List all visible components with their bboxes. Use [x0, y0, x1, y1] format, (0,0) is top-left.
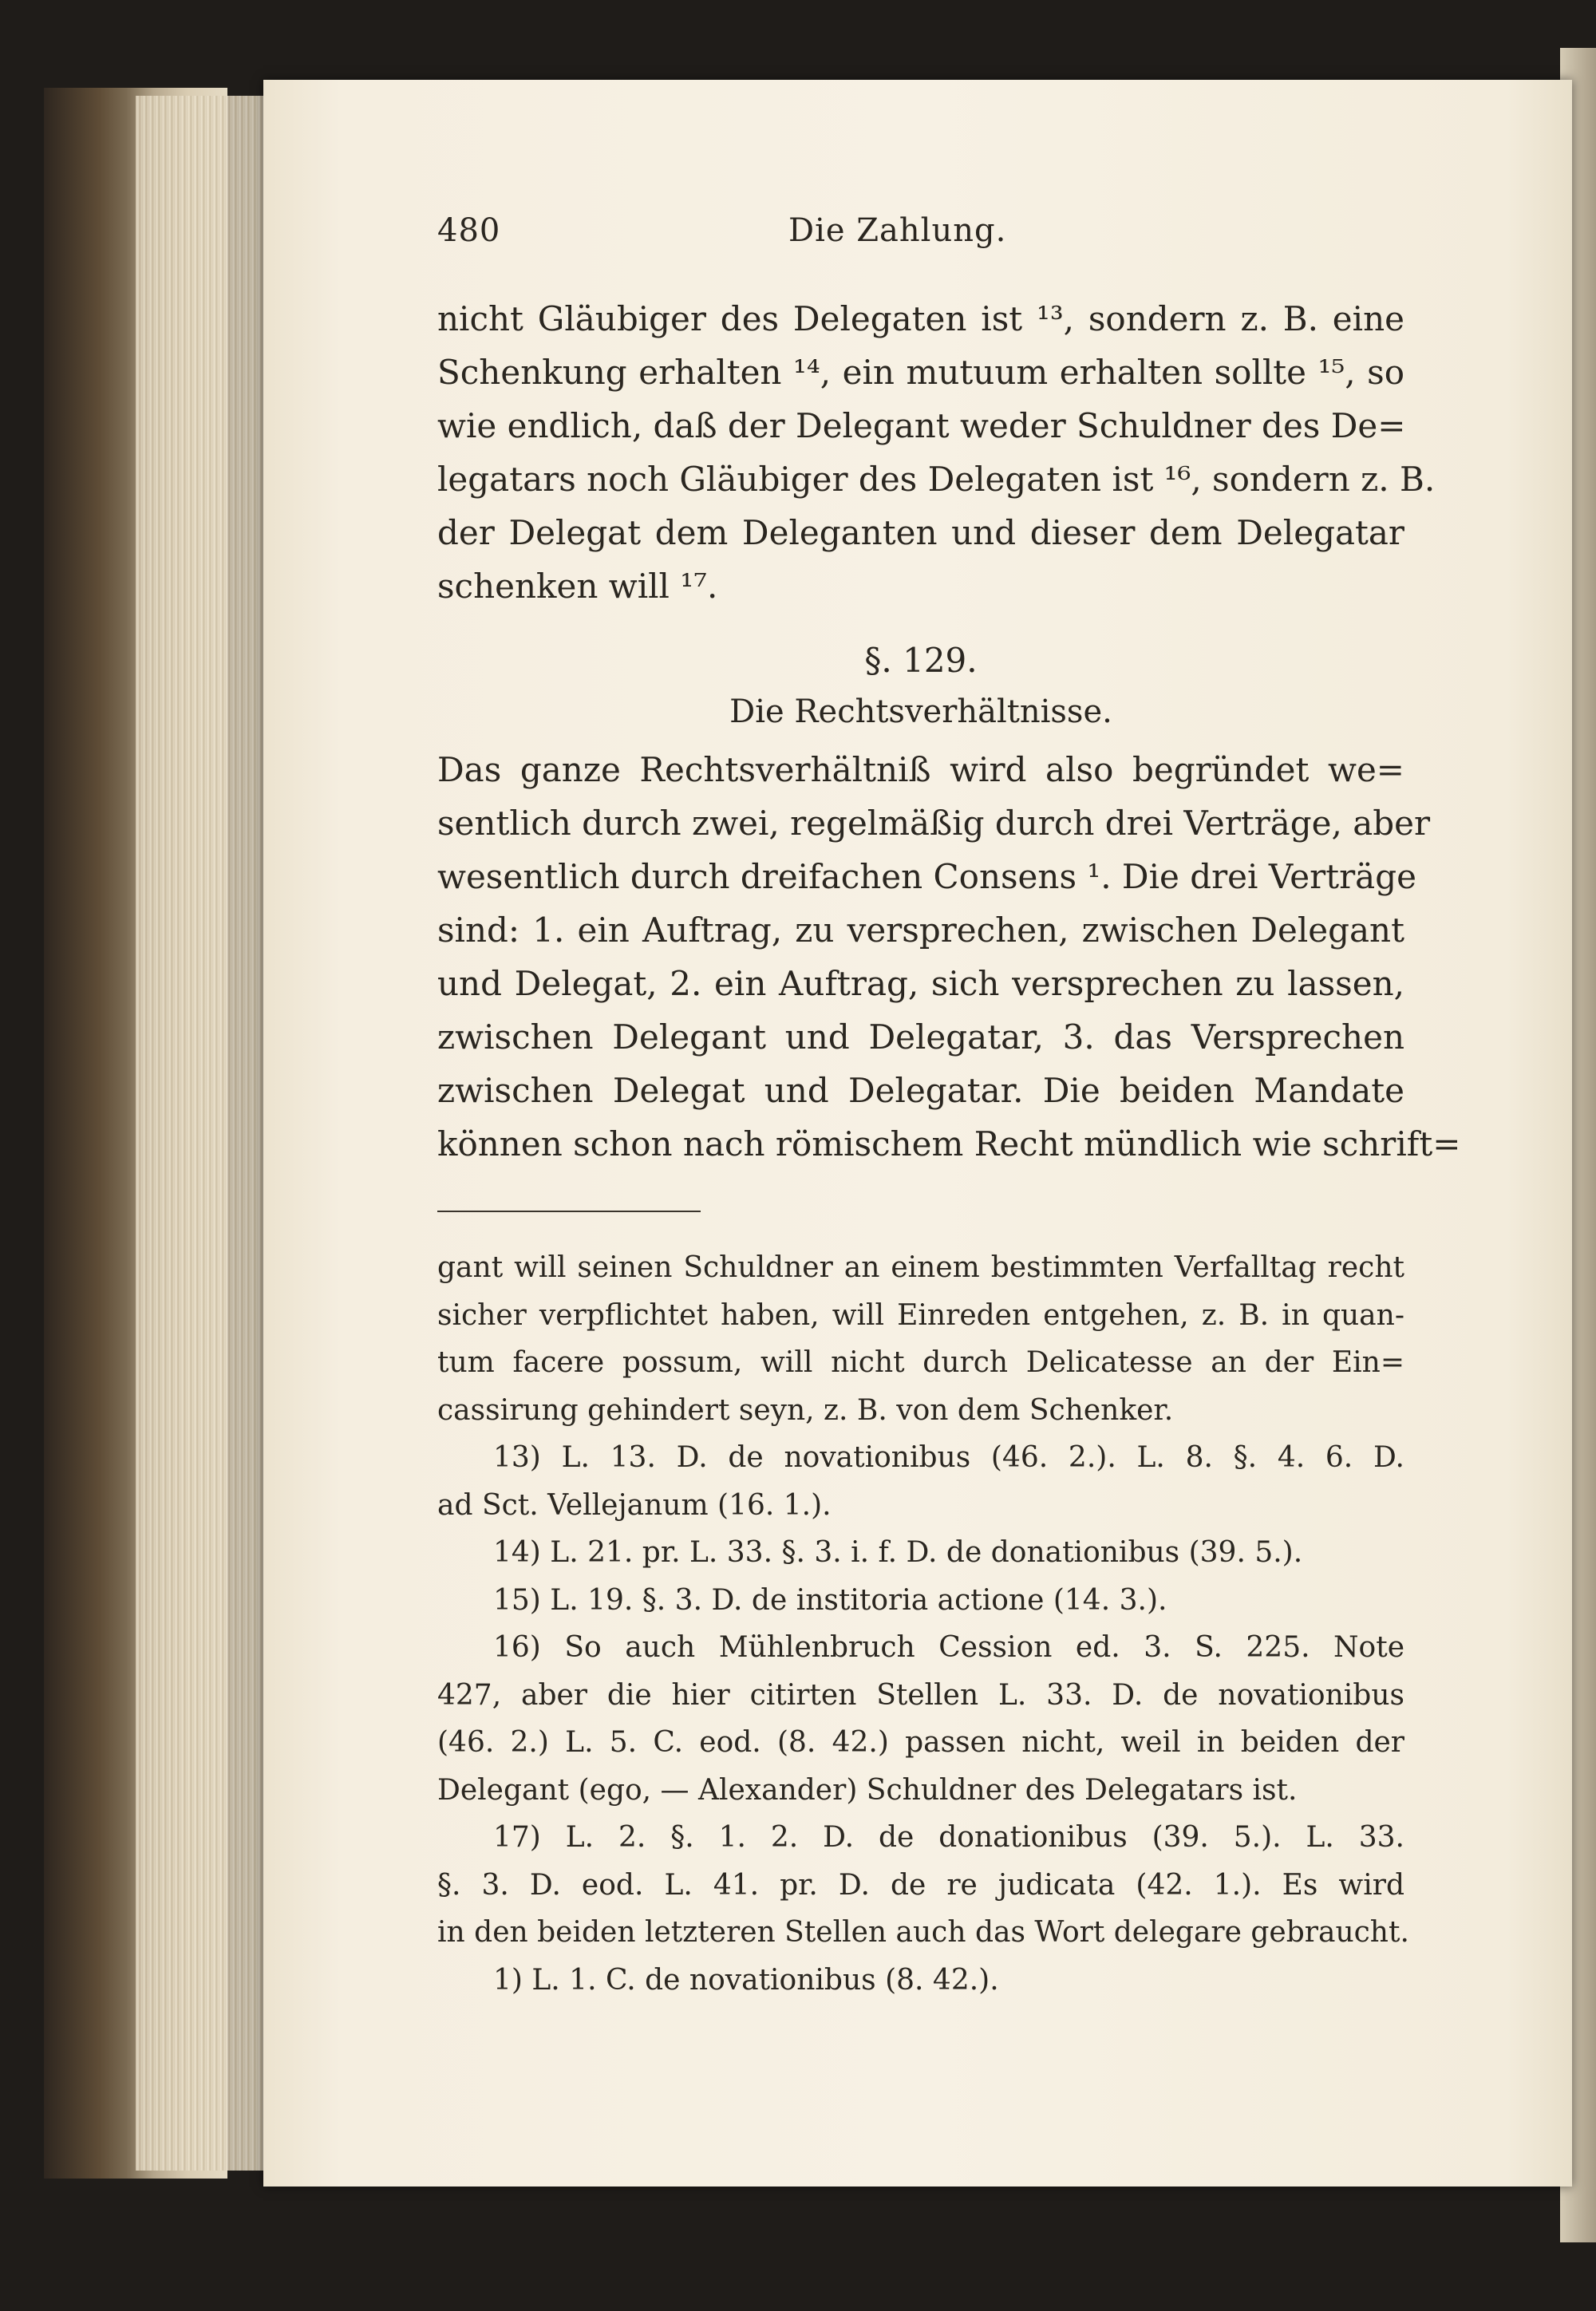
footnote-line: 427, aber die hier citirten Stellen L. 33. D. de novationibus: [437, 1678, 1404, 1712]
footnote-divider: [437, 1211, 701, 1212]
text-line: Schenkung erhalten ¹⁴, ein mutuum erhalten sollte ¹⁵, so: [437, 353, 1404, 392]
page-edges: [136, 96, 263, 2171]
footnotes: [437, 1244, 1409, 2004]
footnote-line: 13) L. 13. D. de novationibus (46. 2.). L. 8. §. 4. 6. D.: [493, 1441, 1404, 1474]
footnote-line: 1) L. 1. C. de novationibus (8. 42.).: [493, 1963, 999, 1997]
footnote-line: ad Sct. Vellejanum (16. 1.).: [437, 1488, 832, 1522]
text-line: der Delegat dem Deleganten und dieser dem Delegatar: [437, 513, 1404, 552]
section-number: §. 129.: [864, 641, 978, 680]
text-line: nicht Gläubiger des Delegaten ist ¹³, sondern z. B. eine: [437, 299, 1404, 338]
footnote-line: 17) L. 2. §. 1. 2. D. de donationibus (39. 5.). L. 33.: [493, 1821, 1404, 1854]
text-line: schenken will ¹⁷.: [437, 567, 718, 606]
page-content: [437, 212, 1461, 2004]
text-line: sentlich durch zwei, regelmäßig durch drei Verträge, aber: [437, 804, 1431, 843]
footnote-line: (46. 2.) L. 5. C. eod. (8. 42.) passen nicht, weil in beiden der: [437, 1726, 1404, 1759]
text-line: Das ganze Rechtsverhältniß wird also begründet we=: [437, 750, 1404, 789]
text-line: wesentlich durch dreifachen Consens ¹. Die drei Verträge: [437, 857, 1416, 896]
footnote-line: cassirung gehindert seyn, z. B. von dem Schenker.: [437, 1393, 1174, 1427]
footnote-line: 16) So auch Mühlenbruch Cession ed. 3. S. 225. Note: [493, 1631, 1404, 1664]
text-line: wie endlich, daß der Delegant weder Schuldner des De=: [437, 406, 1406, 445]
text-line: und Delegat, 2. ein Auftrag, sich versprechen zu lassen,: [437, 964, 1404, 1003]
footnote-line: tum facere possum, will nicht durch Delicatesse an der Ein=: [437, 1346, 1404, 1379]
paragraph-continued: [437, 292, 1436, 613]
page-number: 480: [437, 212, 501, 249]
footnote-line: Delegant (ego, — Alexander) Schuldner des Delegatars ist.: [437, 1773, 1298, 1807]
text-line: zwischen Delegat und Delegatar. Die beiden Mandate: [437, 1071, 1404, 1110]
paragraph-section-129: [437, 743, 1461, 1171]
footnote-line: §. 3. D. eod. L. 41. pr. D. de re judicata (42. 1.). Es wird: [437, 1868, 1404, 1902]
section-title: Die Rechtsverhältnisse.: [729, 693, 1112, 730]
footnote-line: in den beiden letzteren Stellen auch das Wort delegare gebraucht.: [437, 1916, 1409, 1949]
text-line: können schon nach römischem Recht mündlich wie schrift=: [437, 1124, 1461, 1163]
footnote-line: 14) L. 21. pr. L. 33. §. 3. i. f. D. de donationibus (39. 5.).: [493, 1536, 1303, 1569]
page-header: [437, 212, 1404, 260]
footnote-line: gant will seinen Schuldner an einem bestimmten Verfalltag recht: [437, 1251, 1404, 1284]
text-line: legatars noch Gläubiger des Delegaten ist ¹⁶, sondern z. B.: [437, 460, 1436, 499]
text-line: sind: 1. ein Auftrag, zu versprechen, zwischen Delegant: [437, 911, 1404, 950]
running-title: Die Zahlung.: [788, 212, 1007, 249]
footnote-line: 15) L. 19. §. 3. D. de institoria actione (14. 3.).: [493, 1583, 1167, 1617]
footnote-line: sicher verpflichtet haben, will Einreden entgehen, z. B. in quan-: [437, 1298, 1404, 1332]
text-line: zwischen Delegant und Delegatar, 3. das Versprechen: [437, 1017, 1404, 1057]
